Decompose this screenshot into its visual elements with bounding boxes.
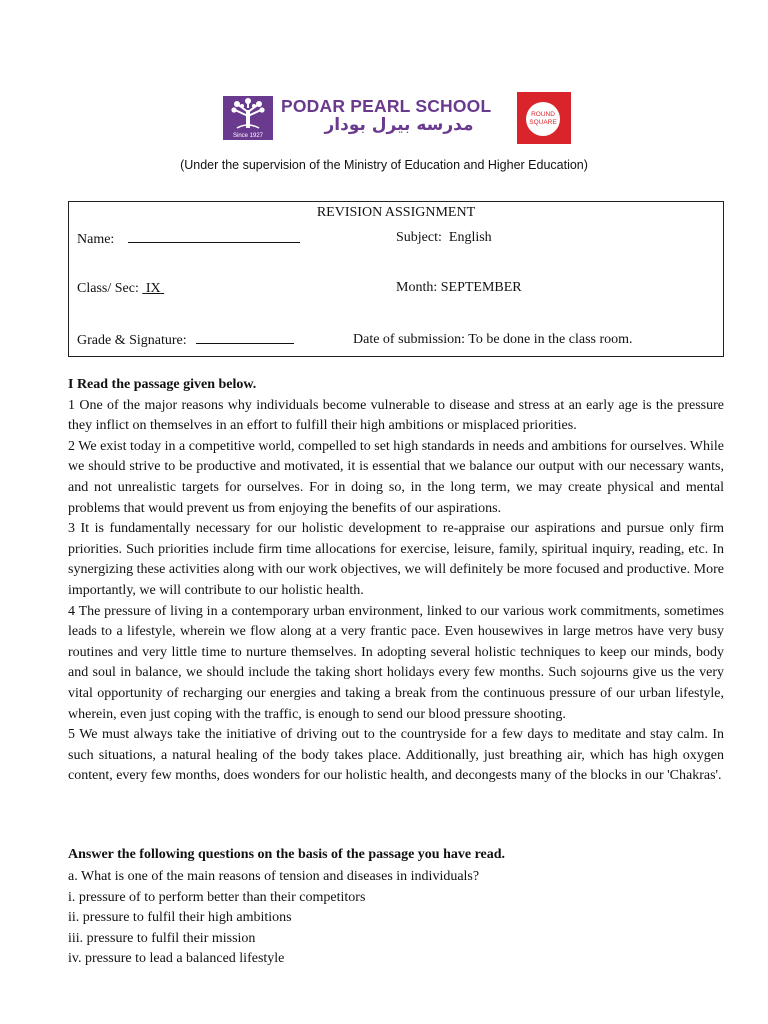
class-value: IX <box>145 281 161 296</box>
passage-paragraph-4: 4 The pressure of living in a contemporary urban environment, linked to our various work commitments, sometimes leads to a lifestyle, wherein we flow along at a very frantic pace. Even housewives in large metros have very busy routines and very little time to nurture themselves. In adopting several holistic techniques to keep our minds, body and soul in balance, we should include the taking short holidays every few months. Such sojourns give us the very vital opportunity of recharging our energies and taking a break from the continuous pressure of our urban lifestyle, wherein, even just coping with the traffic, is enough to send our blood pressure shooting. <box>68 603 724 722</box>
subject-field <box>396 230 492 246</box>
subject-value: English <box>448 230 492 245</box>
class-label: Class/ Sec: <box>77 281 139 296</box>
question-a-block <box>68 867 724 970</box>
class-field <box>77 281 164 297</box>
submission-value: To be done in the class room. <box>468 332 633 347</box>
question-a: a. What is one of the main reasons of tension and diseases in individuals? <box>68 869 480 884</box>
tree-emblem-icon <box>223 96 273 140</box>
assignment-box <box>68 201 724 357</box>
supervision-note: (Under the supervision of the Ministry of Education and Higher Education) <box>180 158 588 172</box>
school-logo <box>223 94 571 142</box>
passage-heading: I Read the passage given below. <box>68 377 257 392</box>
passage-paragraph-1: 1 One of the major reasons why individuals become vulnerable to disease and stress at an early age is the pressure they inflict on themselves in an effort to fulfill their high ambitions or misplaced priorities. <box>68 397 724 434</box>
since-label: Since 1927 <box>232 133 264 139</box>
option-iv: iv. pressure to lead a balanced lifestyle <box>68 951 285 967</box>
submission-label: Date of submission: <box>353 332 465 347</box>
assignment-title: REVISION ASSIGNMENT <box>316 205 476 220</box>
passage-paragraph-3: 3 It is fundamentally necessary for our holistic development to re-appraise our aspirations and pursue only firm priorities. Such priorities include firm time allocations for exercise, leisure, family, spiritual inquiry, reading, etc. In synergizing these activities along with our work objectives, we will definitely be more focused and productive. More importantly, we will contribute to our holistic health. <box>68 521 724 598</box>
option-ii: ii. pressure to fulfil their high ambitions <box>68 910 292 926</box>
name-blank <box>128 231 300 243</box>
round-square-label: ROUND SQUARE <box>526 102 560 136</box>
passage-paragraph-2: 2 We exist today in a competitive world, compelled to set high standards in needs and ambitions for ourselves. While we should strive to be productive and motivated, it is essential that we balance our output with our necessary wants, and not unrealistic targets for ourselves. For in doing so, in the long term, we may create physical and mental problems that would prevent us from enjoying the benefits of our aspirations. <box>68 438 724 516</box>
questions-heading-block <box>68 845 724 866</box>
month-label: Month: <box>396 280 438 295</box>
option-i: i. pressure of to perform better than their competitors <box>68 889 366 905</box>
passage-section <box>68 375 724 787</box>
school-name: PODAR PEARL SCHOOL <box>281 96 492 116</box>
school-name-arabic: مدرسه بيرل بودار <box>324 115 474 135</box>
month-value: SEPTEMBER <box>440 280 522 295</box>
round-square-badge <box>517 92 571 144</box>
grade-blank <box>196 332 294 344</box>
grade-field <box>77 332 294 349</box>
questions-heading: Answer the following questions on the basis of the passage you have read. <box>68 847 506 862</box>
passage-paragraph-5: 5 We must always take the initiative of driving out to the countryside for a few days to meditate and stay calm. In such situations, a natural healing of the body takes place. Additionally, just breathing air, which has high oxygen content, every few months, does wonders for our holistic health, and decongests many of the blocks in our 'Chakras'. <box>68 727 724 784</box>
option-iii: iii. pressure to fulfil their mission <box>68 930 256 946</box>
name-label: Name: <box>77 232 115 247</box>
submission-field <box>353 332 633 348</box>
name-field <box>77 231 300 248</box>
subject-label: Subject: <box>396 230 442 245</box>
grade-label: Grade & Signature: <box>77 333 187 348</box>
month-field <box>396 280 522 296</box>
